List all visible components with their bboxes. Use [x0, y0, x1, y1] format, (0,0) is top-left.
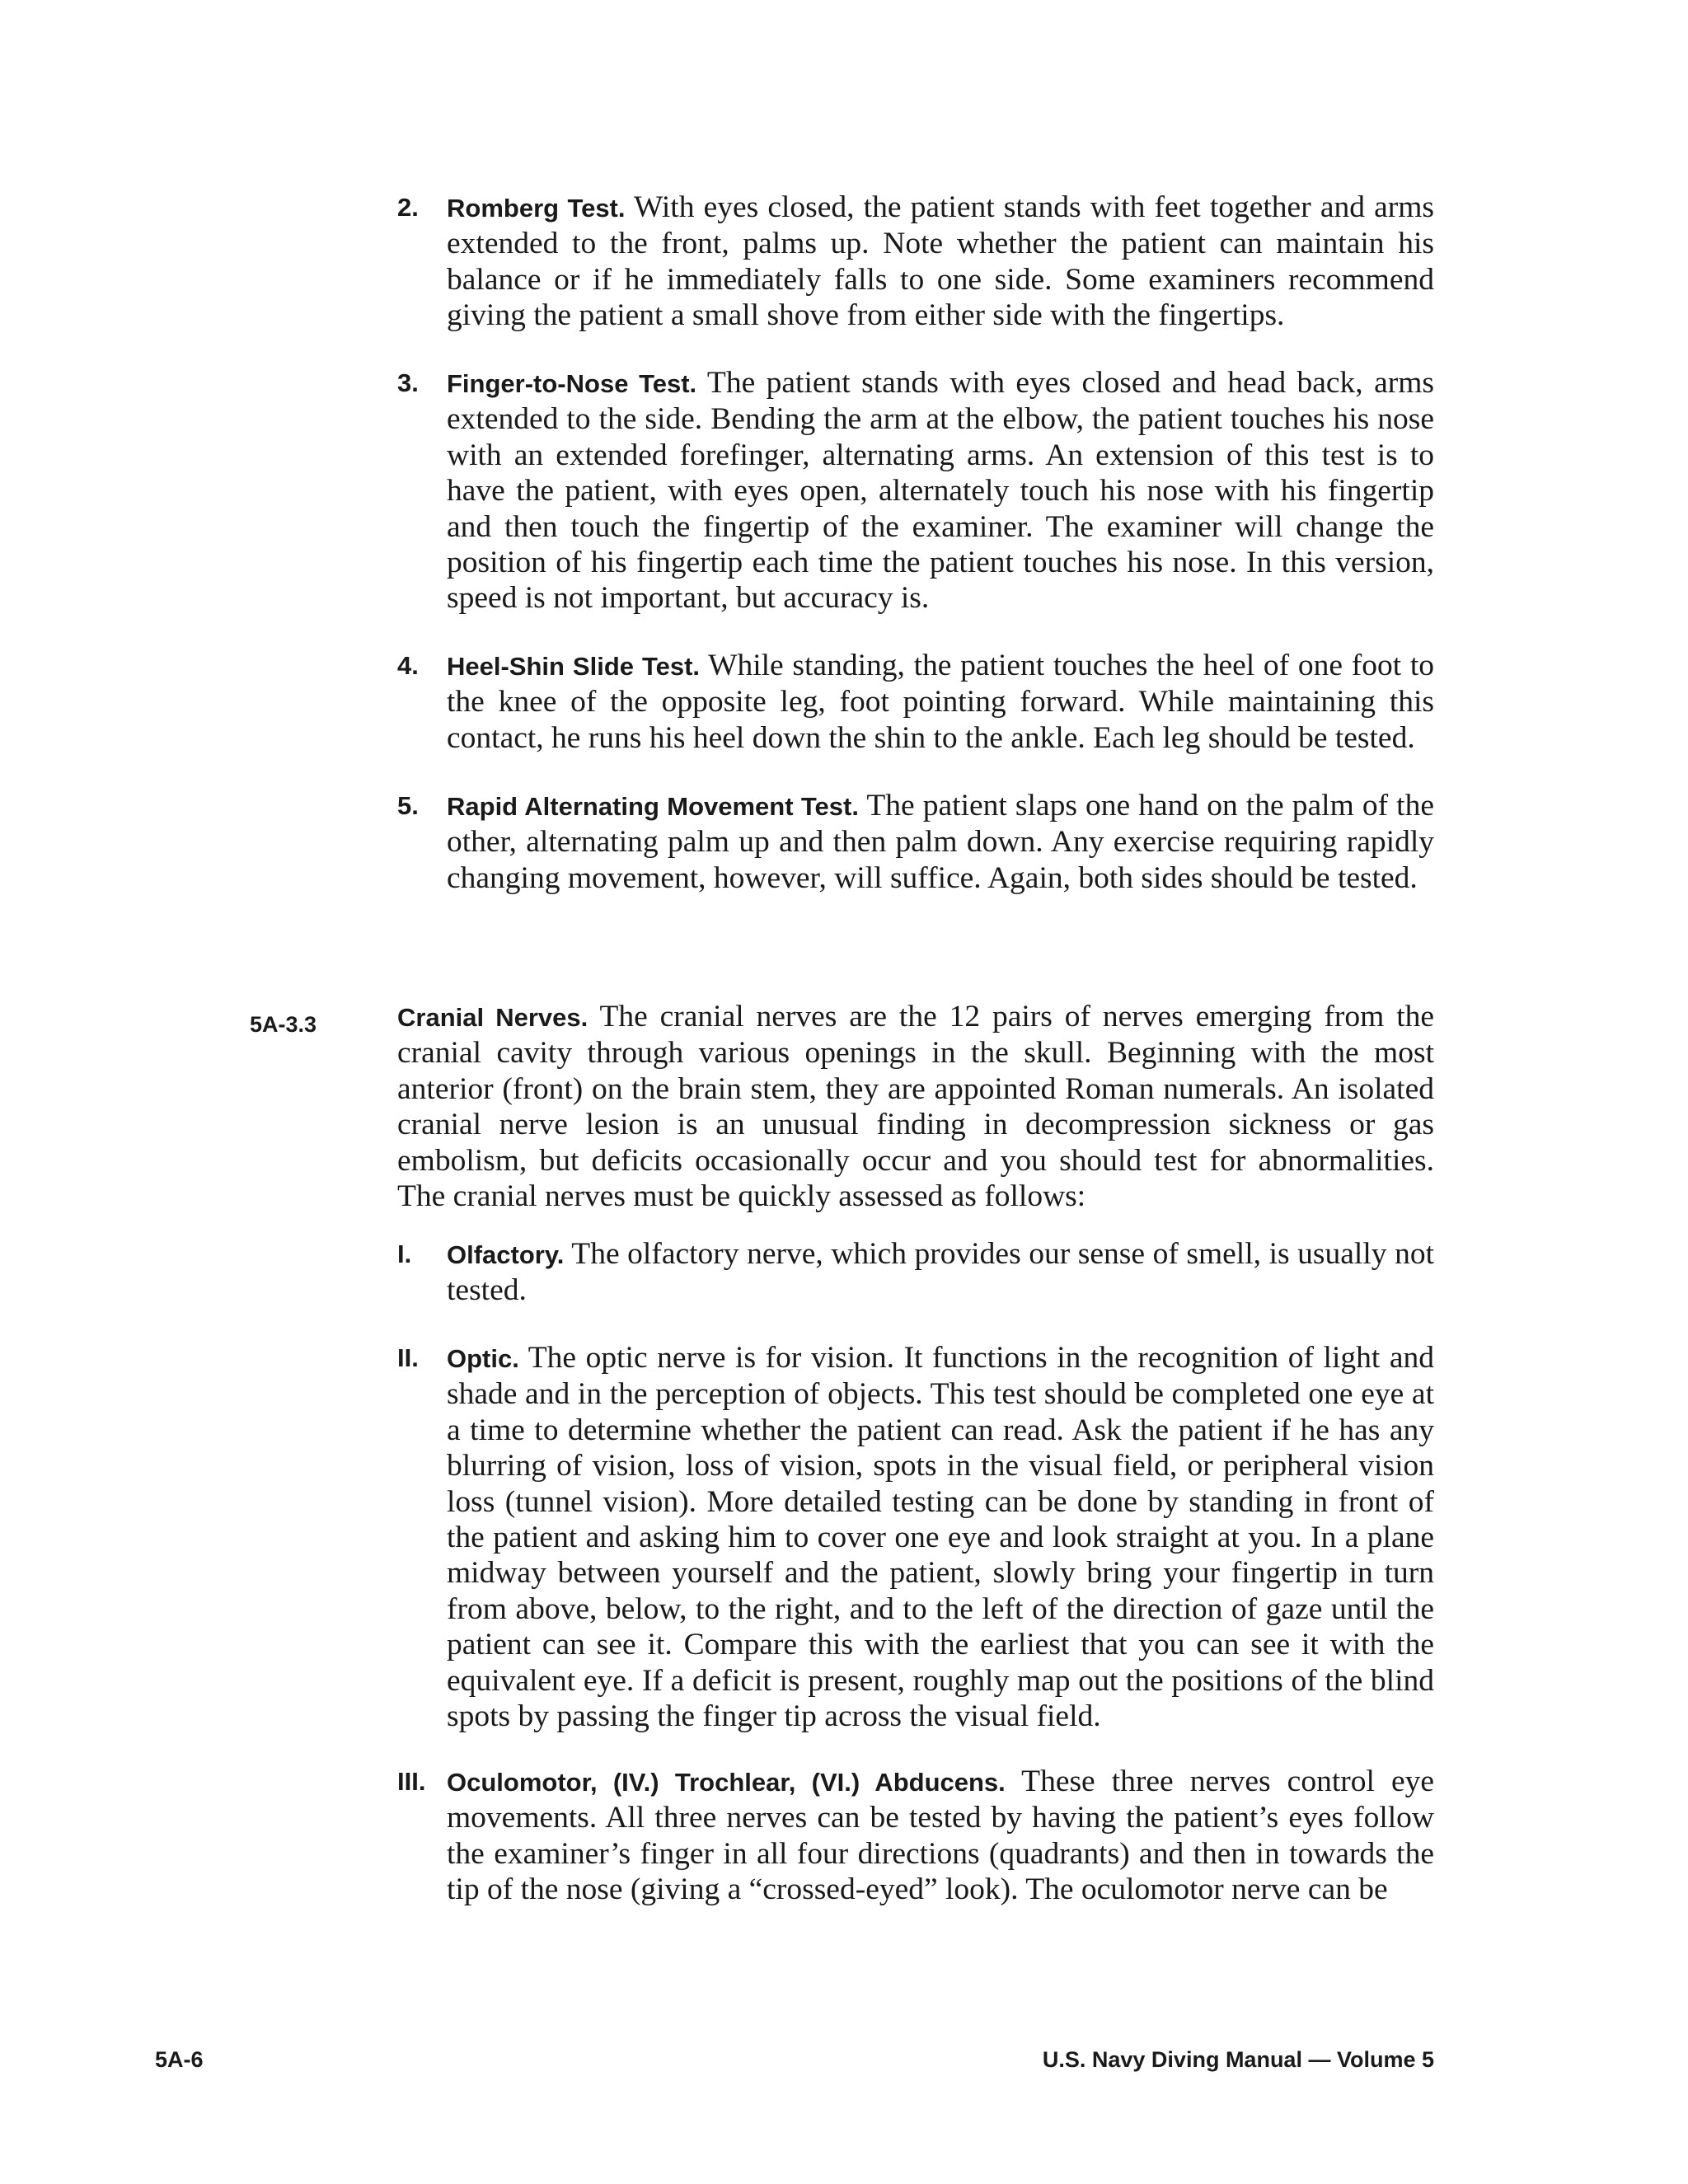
item-heading: Heel-Shin Slide Test. — [447, 652, 701, 681]
running-footer-title: U.S. Navy Diving Manual — Volume 5 — [1042, 2047, 1434, 2072]
list-item-rapid-alternating — [397, 788, 1434, 896]
item-text: The optic nerve is for vision. It functions in the recognition of light and shade and in the perception of objects. This test should be completed one eye at a time to determine whether the patient can read. Ask the patient if he has any blurring of vision, loss of vision, spots in the visual field, or peripheral vision loss (tunnel vision). More detailed testing can be done by standing in front of the patient and asking him to cover one eye and look straight at you. In a plane midway between yourself and the patient, slowly bring your fingertip in turn from above, below, to the right, and to the left of the direction of gaze until the patient can see it. Compare this with the earliest that you can see it with the equivalent eye. If a deficit is present, roughly map out the positions of the blind spots by passing the finger tip across the visual field. — [447, 1341, 1434, 1734]
item-number: 5. — [397, 791, 419, 820]
list-item-olfactory — [397, 1236, 1434, 1309]
item-heading: Rapid Alternating Movement Test. — [447, 792, 859, 821]
list-item-oculomotor — [397, 1764, 1434, 1908]
item-number: 2. — [397, 193, 419, 222]
list-item-finger-to-nose — [397, 365, 1434, 616]
item-text: While standing, the patient touches the heel of one foot to the knee of the opposite leg, foot pointing forward. While maintaining this contact, he runs his heel down the shin to the ankle. Each leg should be tested. — [447, 649, 1434, 755]
item-heading: Oculomotor, (IV.) Trochlear, (VI.) Abducens. — [447, 1768, 1006, 1797]
item-heading: Olfactory. — [447, 1240, 565, 1269]
item-text: The olfactory nerve, which provides our sense of smell, is usually not tested. — [447, 1237, 1434, 1308]
item-heading: Optic. — [447, 1344, 519, 1373]
list-item-optic — [397, 1340, 1434, 1734]
item-heading: Finger-to-Nose Test. — [447, 369, 697, 398]
section-cranial-nerves — [397, 999, 1434, 1214]
item-number: I. — [397, 1240, 412, 1268]
item-text: The patient stands with eyes closed and head back, arms extended to the side. Bending the arm at the elbow, the patient touches his nose with an extended forefinger, alternating arms. An extension of this test is to have the patient, with eyes open, alternately touch his nose with his fingertip and then touch the fingertip of the examiner. The examiner will change the position of his fingertip each time the patient touches his nose. In this version, speed is not important, but accuracy is. — [447, 366, 1435, 616]
item-number: 4. — [397, 651, 419, 680]
item-text: These three nerves control eye movements. All three nerves can be tested by having the patient’s eyes follow the examiner’s finger in all four directions (quadrants) and then in towards the tip of the nose (giving a “crossed-eyed” look). The oculomotor nerve can be — [447, 1765, 1435, 1907]
section-heading: Cranial Nerves. — [397, 1003, 588, 1032]
list-item-romberg — [397, 190, 1434, 334]
page-number: 5A-6 — [155, 2047, 204, 2072]
item-number: III. — [397, 1767, 426, 1796]
list-item-heel-shin — [397, 648, 1434, 756]
item-number: II. — [397, 1343, 419, 1372]
item-heading: Romberg Test. — [447, 194, 626, 223]
item-text: The patient slaps one hand on the palm of the other, alternating palm up and then palm down. Any exercise requiring rapidly changing movement, however, will suffice. Again, both sides should be tested. — [447, 789, 1434, 895]
section-number: 5A-3.3 — [250, 1012, 317, 1037]
item-text: With eyes closed, the patient stands with feet together and arms extended to the front, palms up. Note whether the patient can maintain his balance or if he immediately falls to one side. Some examiners recommend giving the patient a small shove from either side with the fingertips. — [447, 190, 1435, 333]
item-number: 3. — [397, 368, 419, 397]
section-text: The cranial nerves are the 12 pairs of nerves emerging from the cranial cavity through various openings in the skull. Beginning with the most anterior (front) on the brain stem, they are appointed Roman numerals. An isolated cranial nerve lesion is an unusual finding in decompression sickness or gas embolism, but deficits occasionally occur and you should test for abnormalities. The cranial nerves must be quickly assessed as follows: — [397, 1000, 1435, 1214]
